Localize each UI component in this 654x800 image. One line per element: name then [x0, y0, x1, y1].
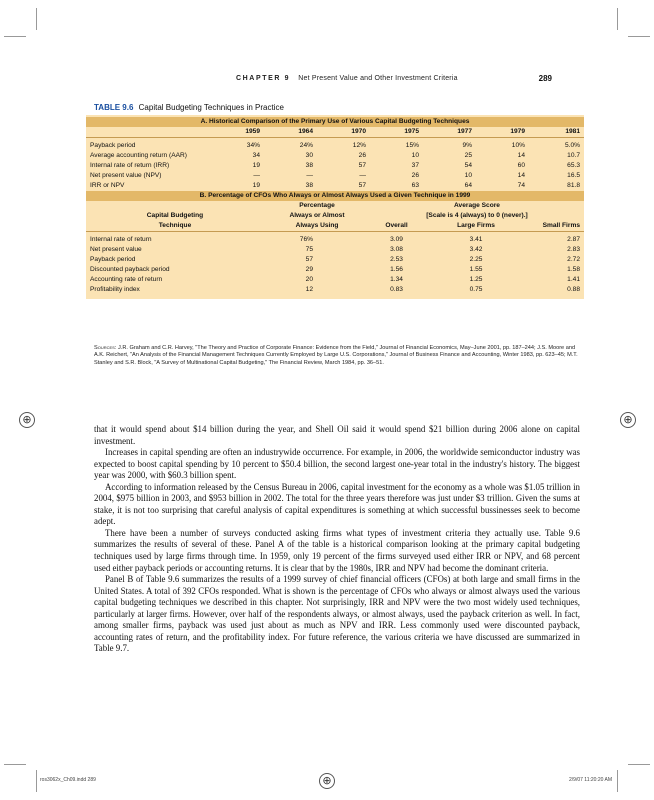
percentage-cell: 29 — [305, 266, 313, 273]
table-cell: 10 — [464, 172, 472, 179]
table-cell: 19 — [252, 162, 260, 169]
table-panel — [86, 115, 584, 299]
table-cell: — — [359, 172, 366, 179]
small-firms-cell: 2.72 — [567, 256, 580, 263]
large-firms-cell: 1.25 — [469, 276, 483, 283]
table-cell: 15% — [405, 142, 419, 149]
row-label: IRR or NPV — [90, 182, 125, 189]
table-row — [86, 141, 584, 151]
percentage-cell: 57 — [305, 256, 313, 263]
score-header-line1: Average Score — [454, 202, 500, 209]
table-cell: 34 — [252, 152, 260, 159]
table-cell: 26 — [358, 152, 366, 159]
percentage-cell: 75 — [305, 246, 313, 253]
table-title — [94, 103, 284, 112]
technique-header-line1 — [86, 201, 264, 211]
chapter-title: Net Present Value and Other Investment Criteria — [298, 75, 458, 82]
table-cell: 81.8 — [567, 182, 580, 189]
table-cell: 19 — [252, 182, 260, 189]
table-row — [86, 245, 584, 255]
year-header: 1977 — [423, 127, 476, 138]
page-number: 289 — [538, 74, 552, 83]
body-paragraph: Panel B of Table 9.6 summarizes the results of a 1999 survey of chief financial officers (CFOs) at both large and small firms in the United States. A total of 392 CFOs responded. What is shown is the percentage of CFOs who always or almost always used the various capital budgeting techniques we described in this chapter. Not surprisingly, IRR and NPV were the two most widely used techniques, particularly at larger firms. However, over half of the respondents always, or almost always, used the payback criterion as well. In fact, among smaller firms, payback was used just about as much as NPV and IRR. Less commonly used were discounted payback, accounting rates of return, and the profitability index. For future reference, the various criteria we have discussed are summarized in Table 9.7. — [94, 574, 580, 654]
small-firms-cell: 2.87 — [567, 236, 580, 243]
running-head — [236, 75, 458, 82]
table-cell: 5.0% — [564, 142, 580, 149]
percentage-header-line1: Percentage — [299, 202, 335, 209]
body-paragraph: Increases in capital spending are often an industrywide occurrence. For example, in 2006, the worldwide semiconductor industry was expected to boost capital spending by 10 percent to $50.4 billion, the second largest one-year total in the industry's history. The biggest year was 2000, with $60.3 billion spent. — [94, 447, 580, 481]
table-row — [86, 171, 584, 181]
technique-label: Internal rate of return — [90, 236, 152, 243]
table-row — [86, 265, 584, 275]
large-firms-cell: 0.75 — [469, 286, 483, 293]
table-cell: — — [306, 172, 313, 179]
technique-label: Net present value — [90, 246, 142, 253]
overall-score-cell: 3.09 — [390, 236, 403, 243]
row-label: Payback period — [90, 142, 136, 149]
panel-a-label-header — [86, 127, 211, 138]
large-firms-cell: 1.55 — [469, 266, 483, 273]
crop-mark — [4, 764, 26, 765]
registration-mark-icon: ⊕ — [319, 773, 335, 789]
percentage-cell: 12 — [305, 286, 313, 293]
crop-mark — [617, 8, 618, 30]
table-cell: 30 — [305, 152, 313, 159]
slug-file: ros3062x_Ch09.indd 289 — [40, 777, 96, 783]
small-firms-cell: 1.58 — [567, 266, 580, 273]
table-cell: 37 — [411, 162, 419, 169]
crop-mark — [36, 770, 37, 792]
table-cell: 74 — [517, 182, 525, 189]
table-row — [86, 285, 584, 295]
table-row — [86, 151, 584, 161]
sources-label: Sources: — [94, 345, 117, 351]
crop-mark — [36, 8, 37, 30]
spacer-cell — [317, 275, 370, 285]
table-sources — [94, 345, 580, 367]
large-firms-cell: 2.25 — [469, 256, 483, 263]
small-firms-header: Small Firms — [529, 221, 584, 232]
panel-b-heading: B. Percentage of CFOs Who Always or Almost Always Used a Given Technique in 1999 — [86, 191, 584, 201]
spacer-cell — [317, 285, 370, 295]
technique-label: Accounting rate of return — [90, 276, 163, 283]
percentage-header-line3: Always Using — [264, 221, 370, 232]
table-cell: 14 — [517, 172, 525, 179]
crop-mark — [617, 770, 618, 792]
body-paragraph: According to information released by the Census Bureau in 2006, capital investment for the economy as a whole was $1.05 trillion in 2004, $975 billion in 2003, and $953 billion in 2002. The total for the three years therefore was just under $3 trillion. Given the sums at stake, it is not too surprising that careful analysis of capital expenditures is something at which successful bussinesses seek to become adept. — [94, 481, 580, 527]
table-cell: 10 — [411, 152, 419, 159]
table-number: TABLE 9.6 — [94, 103, 134, 112]
table-cell: 57 — [358, 182, 366, 189]
body-paragraph: that it would spend about $14 billion during the year, and Shell Oil said it would spend $21 billion during 2006 alone on capital investment. — [94, 424, 580, 446]
table-cell: 9% — [462, 142, 472, 149]
year-header: 1959 — [211, 127, 264, 138]
registration-mark-icon: ⊕ — [620, 412, 636, 428]
table-cell: 10% — [511, 142, 525, 149]
table-row — [86, 255, 584, 265]
spacer-cell — [317, 235, 370, 245]
score-header-line2: [Scale is 4 (always) to 0 (never).] — [426, 212, 528, 219]
year-header: 1964 — [264, 127, 317, 138]
crop-mark — [628, 36, 650, 37]
technique-header: Capital Budgeting — [146, 212, 204, 219]
registration-mark-icon: ⊕ — [19, 412, 35, 428]
table-row — [86, 235, 584, 245]
table-cell: 63 — [411, 182, 419, 189]
table-row — [86, 181, 584, 191]
body-text — [94, 424, 580, 655]
sources-text: J.R. Graham and C.R. Harvey, "The Theory and Practice of Corporate Finance: Evidence from the Field," Journal of Financial Economics, May–June 2001, pp. 187–244; J.S. Moore and A.K. Reichert, "An Analysis of the Financial Management Techniques Currently Employed by Large U.S. Corporations," Journal of Business Finance and Accounting, Winter 1983, pp. 623–45; M.T. Stanley and S.R. Block, "A Survey of Multinational Capital Budgeting," The Financial Review, March 1984, pp. 36–51. — [94, 345, 578, 366]
year-header: 1979 — [476, 127, 529, 138]
table-row — [86, 161, 584, 171]
table-cell: 16.5 — [567, 172, 580, 179]
year-header: 1981 — [529, 127, 584, 138]
table-cell: 57 — [358, 162, 366, 169]
overall-score-cell: 0.83 — [390, 286, 403, 293]
spacer-cell — [317, 265, 370, 275]
large-firms-header: Large Firms — [423, 221, 529, 232]
percentage-cell: 20 — [305, 276, 313, 283]
row-label: Internal rate of return (IRR) — [90, 162, 170, 169]
technique-label: Profitability index — [90, 286, 140, 293]
year-header: 1975 — [370, 127, 423, 138]
table-cell: 12% — [352, 142, 366, 149]
large-firms-cell: 3.42 — [469, 246, 483, 253]
small-firms-cell: 0.88 — [567, 286, 580, 293]
table-row — [86, 275, 584, 285]
overall-score-cell: 1.34 — [390, 276, 403, 283]
technique-header-line2: Technique — [86, 221, 264, 232]
crop-mark — [628, 764, 650, 765]
large-firms-cell: 3.41 — [469, 236, 483, 243]
overall-score-cell: 2.53 — [390, 256, 403, 263]
table-cell: 64 — [464, 182, 472, 189]
overall-score-cell: 1.56 — [390, 266, 403, 273]
technique-label: Payback period — [90, 256, 136, 263]
table-cell: 25 — [464, 152, 472, 159]
row-label: Average accounting return (AAR) — [90, 152, 188, 159]
table-cell: 38 — [305, 182, 313, 189]
slug-date: 2/9/07 11:20:20 AM — [569, 777, 612, 783]
spacer-cell — [317, 245, 370, 255]
table-cell: 24% — [299, 142, 313, 149]
percentage-header-line2: Always or Almost — [289, 212, 345, 219]
capital-budgeting-table — [86, 117, 584, 295]
panel-a-heading: A. Historical Comparison of the Primary Use of Various Capital Budgeting Techniques — [86, 117, 584, 127]
crop-mark — [4, 36, 26, 37]
table-cell: 34% — [246, 142, 260, 149]
overall-score-cell: 3.08 — [390, 246, 403, 253]
body-paragraph: There have been a number of surveys conducted asking firms what types of investment criteria they actually use. Table 9.6 summarizes the results of several of these. Panel A of the table is a historical comparison looking at the primary capital budgeting techniques used by large firms through time. In 1959, only 19 percent of the firms surveyed used either IRR or NPV, and 68 percent used either payback periods or accounting returns. It is clear that by the 1980s, IRR and NPV had become the dominant criteria. — [94, 527, 580, 573]
row-label: Net present value (NPV) — [90, 172, 162, 179]
table-cell: — — [253, 172, 260, 179]
table-cell: 60 — [517, 162, 525, 169]
table-cell: 38 — [305, 162, 313, 169]
table-cell: 10.7 — [567, 152, 580, 159]
chapter-label: CHAPTER 9 — [236, 75, 291, 82]
table-cell: 65.3 — [567, 162, 580, 169]
spacer-cell — [317, 255, 370, 265]
small-firms-cell: 1.41 — [567, 276, 580, 283]
percentage-cell: 76% — [299, 236, 313, 243]
technique-label: Discounted payback period — [90, 266, 170, 273]
table-cell: 54 — [464, 162, 472, 169]
year-header: 1970 — [317, 127, 370, 138]
table-cell: 14 — [517, 152, 525, 159]
table-cell: 26 — [411, 172, 419, 179]
table-caption: Capital Budgeting Techniques in Practice — [138, 103, 284, 112]
overall-header: Overall — [370, 221, 423, 232]
small-firms-cell: 2.83 — [567, 246, 580, 253]
